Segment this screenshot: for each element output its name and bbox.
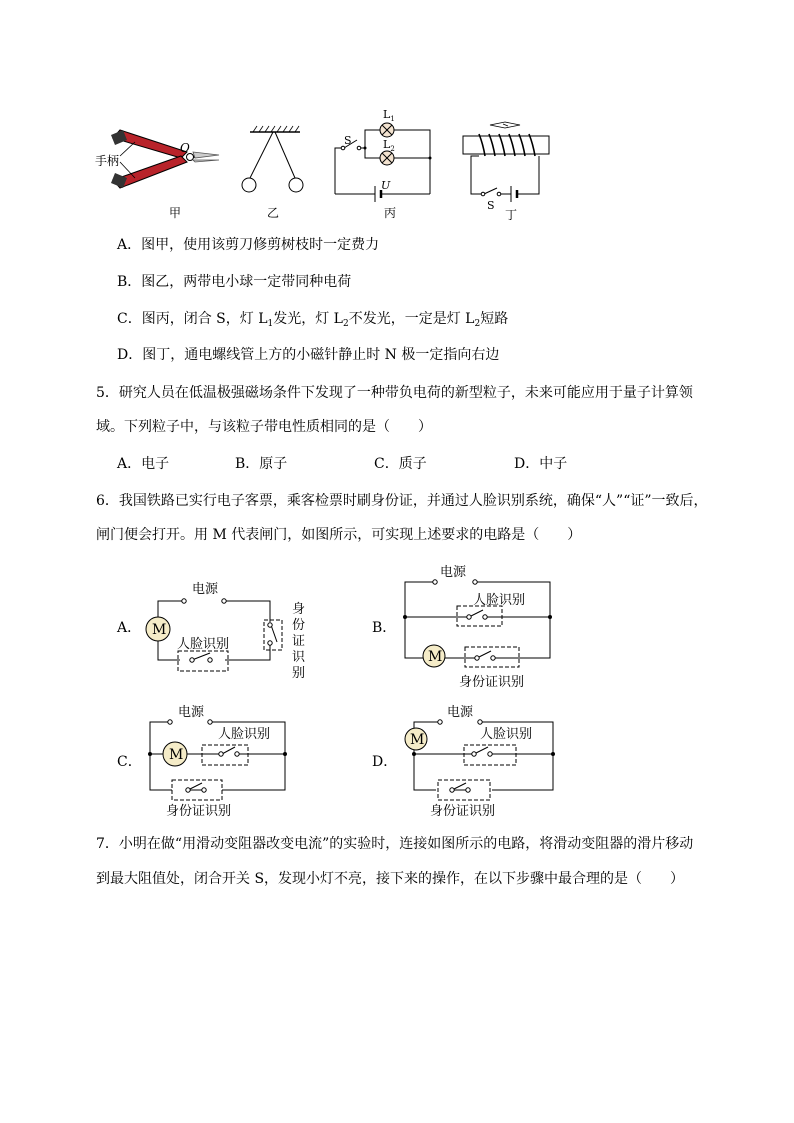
caption-jia: 甲 xyxy=(169,206,182,220)
svg-text:别: 别 xyxy=(292,666,306,680)
id-card-label: 身份证识别 xyxy=(430,804,496,819)
motor-icon xyxy=(163,742,187,766)
svg-text:身: 身 xyxy=(292,602,306,617)
q5-option-c: C．质子 xyxy=(374,456,427,472)
circuit-c xyxy=(140,700,300,820)
power-label: 电源 xyxy=(440,565,467,580)
hanging-balls-figure xyxy=(242,126,303,220)
face-recognition-label: 人脸识别 xyxy=(480,727,533,742)
power-label: 电源 xyxy=(192,582,219,597)
q5-option-a: A．电子 xyxy=(117,456,170,472)
svg-text:M: M xyxy=(169,747,184,763)
figures-top xyxy=(95,100,565,225)
q4-option-d: D．图丁，通电螺线管上方的小磁针静止时 N 极一定指向右边 xyxy=(117,347,500,363)
q6-stem-line2: 闸门便会打开。用 M 代表闸门，如图所示，可实现上述要求的电路是（ ） xyxy=(96,527,582,543)
handle-label: 手柄 xyxy=(95,154,120,168)
lamp-2-icon xyxy=(380,151,394,165)
lamp1-label: $L_1$ xyxy=(383,108,395,123)
caption-ding: 丁 xyxy=(505,208,518,222)
solenoid-figure xyxy=(463,122,549,222)
q5-option-d: D．中子 xyxy=(514,456,568,472)
face-recognition-label: 人脸识别 xyxy=(473,593,526,608)
id-card-label: 身份证识别 xyxy=(459,675,525,690)
svg-text:M: M xyxy=(410,732,425,748)
q5-option-b: B．原子 xyxy=(235,456,288,472)
q4-option-b: B．图乙，两带电小球一定带同种电荷 xyxy=(117,274,352,290)
power-label: 电源 xyxy=(447,705,474,720)
motor-icon xyxy=(423,645,445,667)
q6-option-b-letter: B． xyxy=(372,620,397,636)
lamp-1-icon xyxy=(380,123,394,137)
q6-option-c-letter: C． xyxy=(117,754,142,770)
id-card-label-vertical xyxy=(292,602,306,680)
q7-stem-line2: 到最大阻值处，闭合开关 S，发现小灯不亮，接下来的操作，在以下步骤中最合理的是（ ） xyxy=(96,871,685,887)
circuit-a xyxy=(140,575,325,680)
q7-stem-line1: 7．小明在做“用滑动变阻器改变电流”的实验时，连接如图所示的电路，将滑动变阻器的滑片移动 xyxy=(96,836,694,852)
caption-bing: 丙 xyxy=(384,206,397,220)
power-label: 电源 xyxy=(178,705,205,720)
svg-text:份: 份 xyxy=(292,618,306,633)
id-card-label: 身份证识别 xyxy=(166,804,232,819)
circuit-b xyxy=(395,560,565,690)
motor-icon xyxy=(405,728,427,750)
q4-option-c: C．图丙，闭合 S，灯 $L_1$发光，灯 $L_2$不发光，一定是灯 $L_2$短路 xyxy=(117,311,509,329)
motor-icon xyxy=(146,617,170,641)
q6-stem-line1: 6．我国铁路已实行电子客票，乘客检票时刷身份证，并通过人脸识别系统，确保“人”“证”一致后， xyxy=(96,493,708,509)
svg-text:M: M xyxy=(428,649,443,665)
switch-s-label-2: S xyxy=(487,199,495,212)
pivot-label: O xyxy=(180,141,190,155)
q4-option-a: A．图甲，使用该剪刀修剪树枝时一定费力 xyxy=(117,237,380,253)
circuit-d xyxy=(398,700,566,820)
lamp2-label: $L_2$ xyxy=(383,138,395,153)
svg-text:识: 识 xyxy=(292,650,306,665)
face-recognition-label: 人脸识别 xyxy=(218,727,271,742)
switch-s-label: S xyxy=(344,134,352,147)
shears-figure xyxy=(95,130,219,220)
caption-yi: 乙 xyxy=(267,206,280,220)
battery-u-label: U xyxy=(381,179,391,192)
q5-stem-line1: 5．研究人员在低温极强磁场条件下发现了一种带负电荷的新型粒子，未来可能应用于量子计算领 xyxy=(96,385,693,401)
q5-stem-line2: 域。下列粒子中，与该粒子带电性质相同的是（ ） xyxy=(96,419,432,435)
q6-option-d-letter: D． xyxy=(372,754,398,770)
face-recognition-label: 人脸识别 xyxy=(177,637,230,652)
svg-text:证: 证 xyxy=(292,634,306,649)
svg-text:M: M xyxy=(152,622,167,638)
q6-option-a-letter: A． xyxy=(117,620,142,636)
